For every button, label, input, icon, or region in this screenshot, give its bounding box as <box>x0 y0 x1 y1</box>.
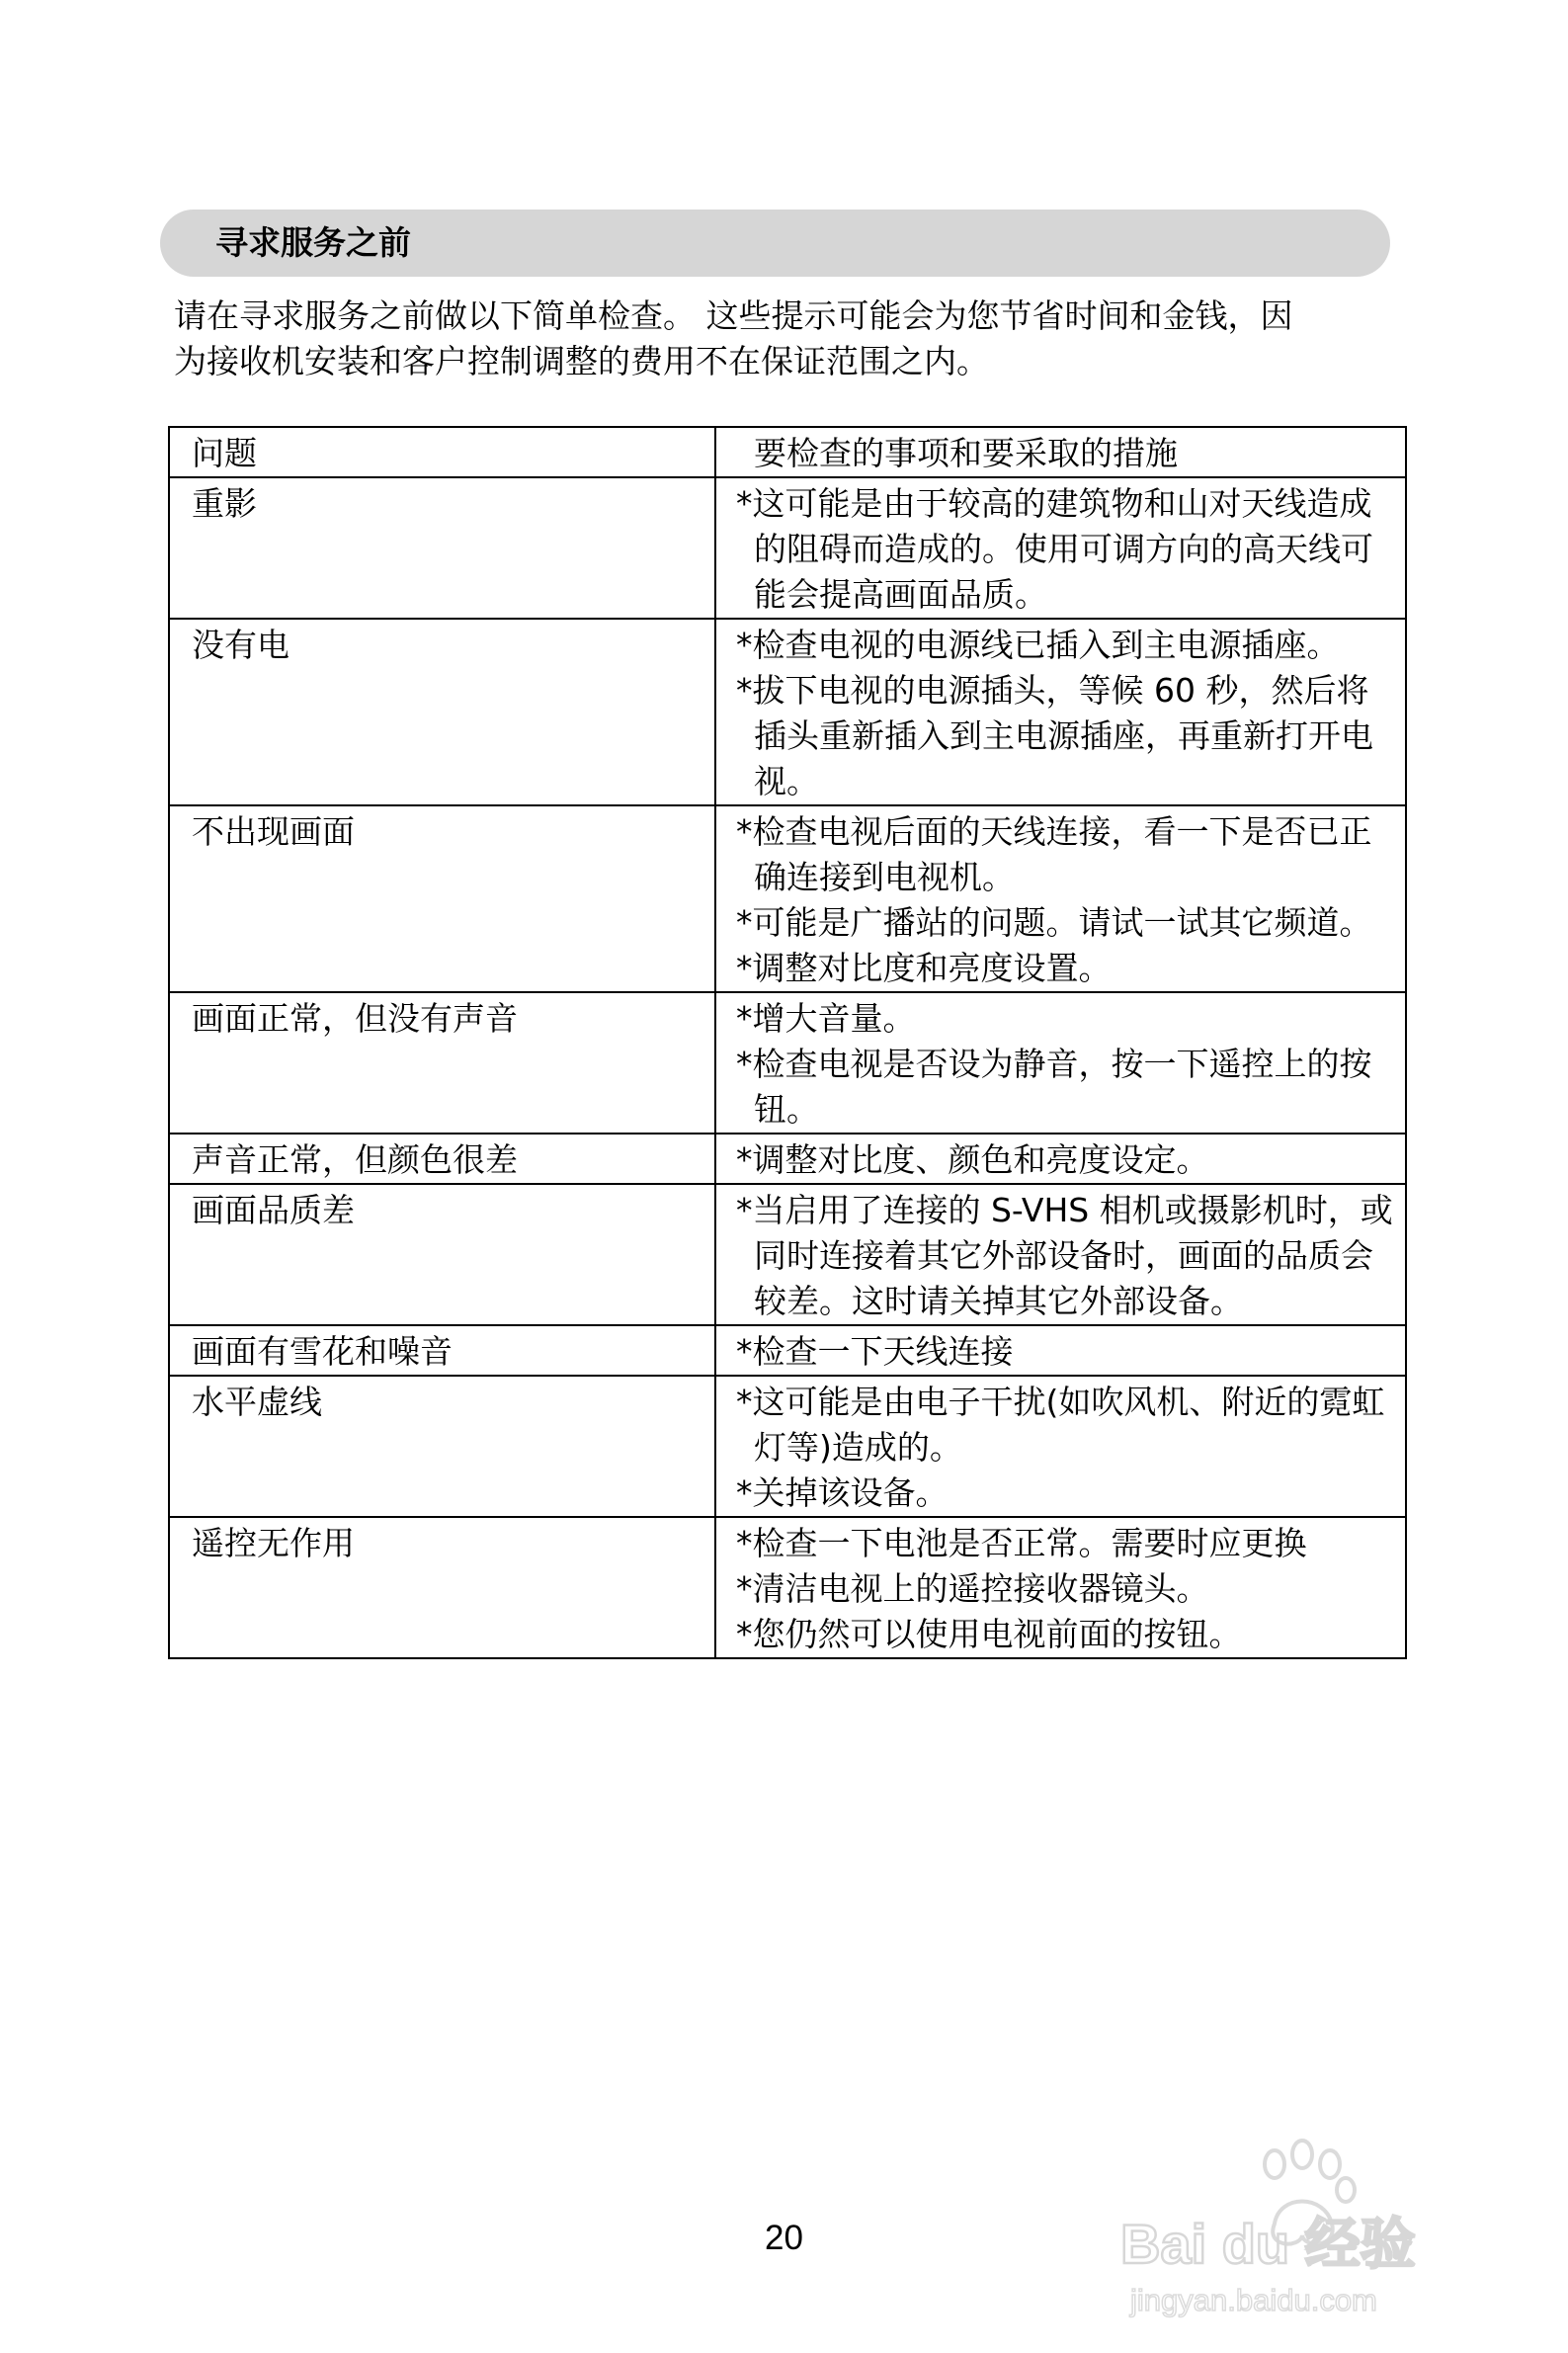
action-item: *您仍然可以使用电视前面的按钮。 <box>736 1615 1242 1653</box>
table-row <box>169 1184 1406 1325</box>
watermark-url-text: jingyan.baidu.com <box>1130 2283 1377 2317</box>
table-row <box>169 1376 1406 1517</box>
intro-line: 为接收机安装和客户控制调整的费用不在保证范围之内。 <box>174 342 989 380</box>
action-item: *调整对比度和亮度设置。 <box>736 949 1112 987</box>
action-item: *增大音量。 <box>736 999 916 1038</box>
intro-paragraph <box>174 294 1409 384</box>
action-item: *调整对比度、颜色和亮度设定。 <box>736 1140 1209 1179</box>
section-title: 寻求服务之前 <box>215 223 411 262</box>
actions-list <box>716 1518 1405 1657</box>
problem-cell <box>169 1517 715 1658</box>
problem-text: 画面正常，但没有声音 <box>192 999 518 1038</box>
table-body <box>169 477 1406 1658</box>
problem-cell <box>169 992 715 1134</box>
problem-text: 不出现画面 <box>192 812 355 851</box>
table-header-row <box>169 427 1406 477</box>
actions-cell <box>715 992 1406 1134</box>
action-item: *关掉该设备。 <box>736 1473 949 1512</box>
actions-cell <box>715 1376 1406 1517</box>
actions-cell <box>715 1517 1406 1658</box>
actions-list <box>716 1377 1405 1516</box>
problem-text: 画面有雪花和噪音 <box>192 1332 453 1371</box>
page-number: 20 <box>765 2219 803 2257</box>
header-problem: 问题 <box>192 434 257 472</box>
action-item: *拔下电视的电源插头，等候 60 秒，然后将插头重新插入到主电源插座，再重新打开电视。 <box>736 671 1373 800</box>
problem-cell <box>169 1134 715 1184</box>
actions-list <box>716 478 1405 618</box>
action-item: *检查一下电池是否正常。需要时应更换 <box>736 1524 1307 1562</box>
table-row <box>169 477 1406 619</box>
baidu-jingyan-watermark <box>1116 2125 1492 2322</box>
actions-list <box>716 1326 1405 1375</box>
actions-cell <box>715 1134 1406 1184</box>
section-header <box>160 210 1390 277</box>
actions-list <box>716 620 1405 804</box>
header-actions: 要检查的事项和要采取的措施 <box>754 434 1178 472</box>
actions-list <box>716 1185 1405 1324</box>
problem-text: 遥控无作用 <box>192 1524 355 1562</box>
actions-cell <box>715 1325 1406 1376</box>
table-row <box>169 805 1406 992</box>
header-actions-cell <box>715 427 1406 477</box>
problem-cell <box>169 1325 715 1376</box>
watermark-logo-text: Bai du 经验 <box>1120 2213 1416 2275</box>
problem-cell <box>169 1376 715 1517</box>
problem-text: 水平虚线 <box>192 1383 322 1421</box>
action-item: *检查电视的电源线已插入到主电源插座。 <box>736 626 1340 664</box>
problem-cell <box>169 805 715 992</box>
action-item: *检查电视是否设为静音，按一下遥控上的按钮。 <box>736 1045 1372 1129</box>
problem-cell <box>169 619 715 805</box>
action-item: *清洁电视上的遥控接收器镜头。 <box>736 1569 1209 1608</box>
actions-list <box>716 806 1405 991</box>
actions-cell <box>715 619 1406 805</box>
problem-text: 声音正常，但颜色很差 <box>192 1140 518 1179</box>
action-item: *这可能是由于较高的建筑物和山对天线造成的阻碍而造成的。使用可调方向的高天线可能会提高画面品质。 <box>736 484 1373 614</box>
actions-cell <box>715 805 1406 992</box>
table-row <box>169 992 1406 1134</box>
problem-text: 没有电 <box>192 626 289 664</box>
table-row <box>169 1517 1406 1658</box>
action-item: *检查电视后面的天线连接，看一下是否已正确连接到电视机。 <box>736 812 1372 896</box>
actions-list <box>716 993 1405 1133</box>
actions-cell <box>715 1184 1406 1325</box>
action-item: *这可能是由电子干扰(如吹风机、附近的霓虹灯等)造成的。 <box>736 1383 1385 1467</box>
table-row <box>169 1134 1406 1184</box>
header-problem-cell <box>169 427 715 477</box>
troubleshooting-table <box>168 426 1407 1659</box>
table-row <box>169 1325 1406 1376</box>
action-item: *检查一下天线连接 <box>736 1332 1014 1371</box>
problem-cell <box>169 1184 715 1325</box>
action-item: *可能是广播站的问题。请试一试其它频道。 <box>736 903 1372 942</box>
table-row <box>169 619 1406 805</box>
actions-list <box>716 1134 1405 1183</box>
problem-text: 画面品质差 <box>192 1191 355 1229</box>
actions-cell <box>715 477 1406 619</box>
intro-line: 请在寻求服务之前做以下简单检查。 这些提示可能会为您节省时间和金钱，因 <box>174 296 1293 335</box>
problem-text: 重影 <box>192 484 257 523</box>
problem-cell <box>169 477 715 619</box>
action-item: *当启用了连接的 S-VHS 相机或摄影机时，或同时连接着其它外部设备时，画面的品质会较差。这时请关掉其它外部设备。 <box>736 1191 1393 1320</box>
